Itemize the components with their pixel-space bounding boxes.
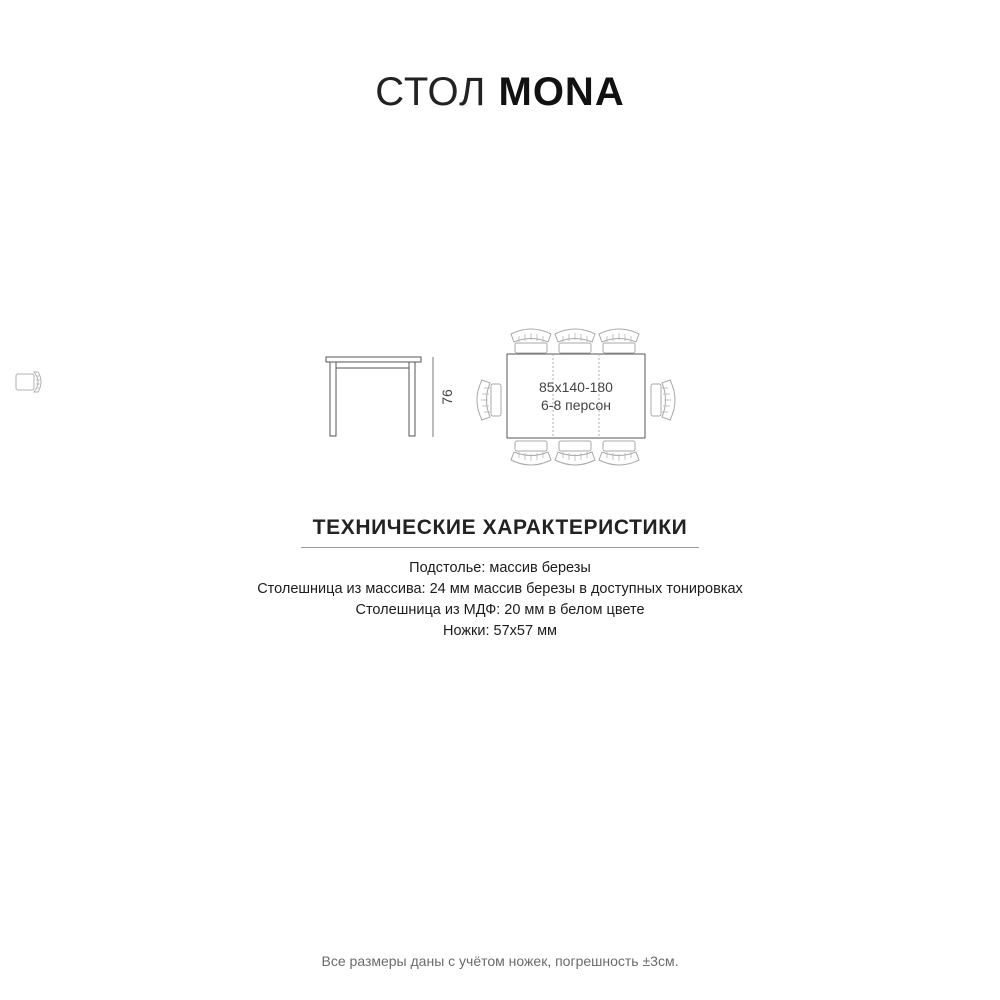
chair-bottom-3: [599, 441, 639, 465]
chair-top-3: [599, 329, 639, 353]
specs-heading: ТЕХНИЧЕСКИЕ ХАРАКТЕРИСТИКИ: [312, 516, 688, 539]
spec-item-solid-top: Столешница из массива: 24 мм массив березы в доступных тонировках: [257, 581, 743, 597]
chair-top-2: [555, 329, 595, 353]
table-size-label: 85x140-180: [539, 379, 613, 395]
specs-list: [0, 558, 1000, 642]
spec-item-mdf-top: Столешница из МДФ: 20 мм в белом цвете: [355, 602, 645, 618]
chair-side-icon: [16, 372, 41, 392]
spec-item-legs: Ножки: 57x57 мм: [442, 623, 558, 639]
chair-bottom-2: [555, 441, 595, 465]
table-front-view: [326, 357, 421, 436]
table-seats-label: 6-8 персон: [541, 397, 611, 413]
title-prefix: СТОЛ: [375, 70, 487, 114]
spec-item-base: Подстолье: массив березы: [409, 560, 591, 576]
table-top-view: [507, 354, 645, 438]
footnote: Все размеры даны с учётом ножек, погрешность ±3см.: [321, 953, 679, 969]
chair-top-1: [511, 329, 551, 353]
chair-left-end: [477, 380, 501, 420]
specs-divider: [301, 547, 699, 548]
height-label: 76: [439, 389, 455, 405]
chair-right-end: [651, 380, 675, 420]
chair-bottom-1: [511, 441, 551, 465]
title-product-name: MONA: [498, 70, 625, 114]
